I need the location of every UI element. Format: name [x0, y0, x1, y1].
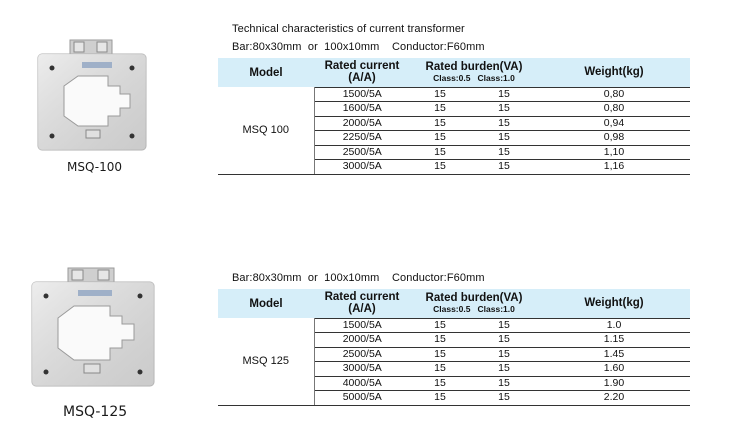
- header-rated-burden: Rated burden(VA) Class:0.5 Class:1.0: [410, 58, 538, 87]
- burden-10-cell: 15: [470, 87, 538, 102]
- burden-10-cell: 15: [470, 131, 538, 146]
- header-rated-current: Rated current (A/A): [314, 58, 410, 87]
- header-rated-current: Rated current (A/A): [314, 289, 410, 318]
- header-model: Model: [218, 58, 314, 87]
- current-cell: 4000/5A: [314, 376, 410, 391]
- msq-100-caption: MSQ-100: [67, 160, 122, 174]
- burden-05-cell: 15: [410, 347, 470, 362]
- burden-10-cell: 15: [470, 362, 538, 377]
- burden-05-cell: 15: [410, 116, 470, 131]
- burden-10-cell: 15: [470, 376, 538, 391]
- burden-10-cell: 15: [470, 160, 538, 175]
- header-weight: Weight(kg): [538, 289, 690, 318]
- current-cell: 2500/5A: [314, 145, 410, 160]
- current-cell: 3000/5A: [314, 362, 410, 377]
- burden-05-cell: 15: [410, 376, 470, 391]
- burden-10-cell: 15: [470, 145, 538, 160]
- current-cell: 2000/5A: [314, 333, 410, 348]
- page-heading: Technical characteristics of current transformer: [232, 23, 465, 35]
- burden-05-cell: 15: [410, 102, 470, 117]
- burden-10-cell: 15: [470, 391, 538, 406]
- weight-cell: 1.45: [538, 347, 690, 362]
- current-cell: 1600/5A: [314, 102, 410, 117]
- burden-05-cell: 15: [410, 145, 470, 160]
- table-row: [218, 87, 690, 102]
- burden-05-cell: 15: [410, 333, 470, 348]
- model-cell: MSQ 125: [218, 318, 314, 405]
- weight-cell: 1.0: [538, 318, 690, 333]
- burden-05-cell: 15: [410, 391, 470, 406]
- msq-125-caption: MSQ-125: [63, 404, 128, 420]
- weight-cell: 0,98: [538, 131, 690, 146]
- weight-cell: 1,10: [538, 145, 690, 160]
- msq-125-product-image: [28, 266, 160, 390]
- burden-10-cell: 15: [470, 116, 538, 131]
- header-weight: Weight(kg): [538, 58, 690, 87]
- burden-05-cell: 15: [410, 318, 470, 333]
- burden-05-cell: 15: [410, 160, 470, 175]
- header-model: Model: [218, 289, 314, 318]
- current-cell: 3000/5A: [314, 160, 410, 175]
- burden-10-cell: 15: [470, 102, 538, 117]
- burden-10-cell: 15: [470, 347, 538, 362]
- current-cell: 1500/5A: [314, 87, 410, 102]
- current-cell: 2250/5A: [314, 131, 410, 146]
- weight-cell: 1.90: [538, 376, 690, 391]
- weight-cell: 1.15: [538, 333, 690, 348]
- burden-10-cell: 15: [470, 333, 538, 348]
- spec-table-msq-100: [218, 58, 690, 175]
- current-cell: 2500/5A: [314, 347, 410, 362]
- weight-cell: 1,16: [538, 160, 690, 175]
- spec-line-2: Bar:80x30mm or 100x10mm Conductor:F60mm: [232, 272, 485, 284]
- weight-cell: 2.20: [538, 391, 690, 406]
- msq-100-product-image: [34, 38, 154, 154]
- weight-cell: 1.60: [538, 362, 690, 377]
- current-cell: 5000/5A: [314, 391, 410, 406]
- model-cell: MSQ 100: [218, 87, 314, 174]
- spec-table-msq-125: [218, 289, 690, 406]
- weight-cell: 0,80: [538, 87, 690, 102]
- weight-cell: 0,80: [538, 102, 690, 117]
- burden-05-cell: 15: [410, 362, 470, 377]
- table-row: [218, 318, 690, 333]
- weight-cell: 0,94: [538, 116, 690, 131]
- burden-05-cell: 15: [410, 131, 470, 146]
- spec-line-1: Bar:80x30mm or 100x10mm Conductor:F60mm: [232, 41, 485, 53]
- current-cell: 2000/5A: [314, 116, 410, 131]
- burden-10-cell: 15: [470, 318, 538, 333]
- burden-05-cell: 15: [410, 87, 470, 102]
- header-rated-burden: Rated burden(VA) Class:0.5 Class:1.0: [410, 289, 538, 318]
- current-cell: 1500/5A: [314, 318, 410, 333]
